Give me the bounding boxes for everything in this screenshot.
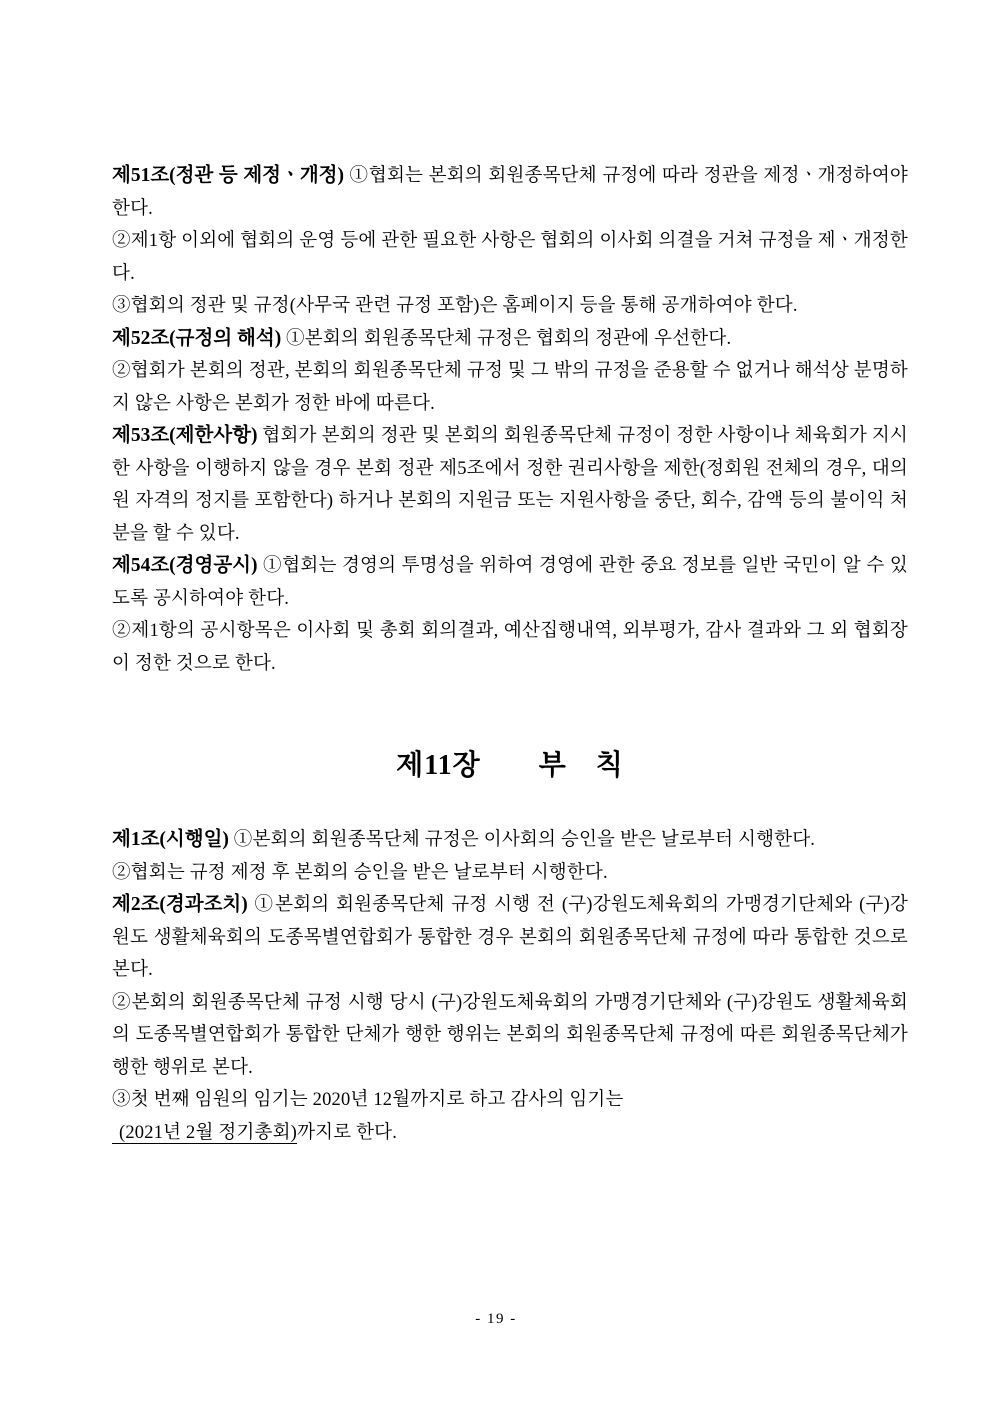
article-53-body <box>112 420 908 550</box>
article-51-clause-1-text: ①협회는 본회의 회원종목단체 규정에 따라 정관을 제정ㆍ개정하여야 한다. <box>112 166 909 219</box>
article-54-title: 제54조(경영공시) <box>112 555 258 576</box>
addendum-article-2-clause-1 <box>112 889 908 987</box>
article-52-clause-1 <box>112 323 908 356</box>
addendum-article-2-clause-2-text: ②본회의 회원종목단체 규정 시행 당시 (구)강원도체육회의 가맹경기단체와 (구)강원도 생활체육회의 도종목별연합회가 통합한 단체가 행한 행위는 본회의 회원종목단체 규정에 따른 회원종목단체가 행한 행위로 본다. <box>112 992 908 1078</box>
addendum-article-2-clause-1-text: ①본회의 회원종목단체 규정 시행 전 (구)강원도체육회의 가맹경기단체와 (구)강원도 생활체육회의 도종목별연합회가 통합한 경우 본회의 회원종목단체 규정에 따라 통합한 것으로 본다. <box>112 895 908 980</box>
article-51-clause-2 <box>112 225 908 290</box>
addendum-article-1-title: 제1조(시행일) <box>112 829 229 850</box>
article-54-clause-1-text: ①협회는 경영의 투명성을 위하여 경영에 관한 중요 정보를 일반 국민이 알 수 있도록 공시하여야 한다. <box>112 556 908 609</box>
article-51-clause-1 <box>112 160 908 225</box>
document-body <box>112 160 908 1149</box>
article-52-clause-1-text: ①본회의 회원종목단체 규정은 협회의 정관에 우선한다. <box>281 328 732 349</box>
article-52-title: 제52조(규정의 해석) <box>112 327 282 349</box>
addendum-article-2-title: 제2조(경과조치) <box>112 894 248 915</box>
article-53-body-text: 협회가 본회의 정관 및 본회의 회원종목단체 규정이 정한 사항이나 체육회가 지시한 사항을 이행하지 않을 경우 본회 정관 제5조에서 정한 권리사항을 제한(정회원 전체의 경우, 대의원 자격의 정지를 포함한다) 하거나 본회의 지원금 또는 지원사항을 중단, 회수, 감액 등의 불이익 처분을 할 수 있다. <box>112 426 908 544</box>
addendum-article-2-clause-2 <box>112 987 908 1085</box>
article-51-clause-3-text: ③협회의 정관 및 규정(사무국 관련 규정 포함)은 홈페이지 등을 통해 공개하여야 한다. <box>112 296 798 316</box>
article-51-title: 제51조(정관 등 제정ㆍ개정) <box>112 165 344 186</box>
article-52-clause-2 <box>112 355 908 420</box>
addendum-article-2-clause-3 <box>112 1084 908 1149</box>
article-54-clause-1 <box>112 550 908 615</box>
article-54-clause-2-text: ②제1항의 공시항목은 이사회 및 총회 회의결과, 예산집행내역, 외부평가, 감사 결과와 그 외 협회장이 정한 것으로 한다. <box>112 621 908 674</box>
addendum-article-1-clause-1-text: ①본회의 회원종목단체 규정은 이사회의 승인을 받은 날로부터 시행한다. <box>228 830 816 850</box>
article-53-title: 제53조(제한사항) <box>112 425 258 446</box>
article-54-clause-2 <box>112 615 908 680</box>
addendum-article-1-clause-2-text: ②협회는 규정 제정 후 본회의 승인을 받은 날로부터 시행한다. <box>112 862 608 883</box>
article-51-clause-3 <box>112 290 908 323</box>
article-51-clause-2-text: ②제1항 이외에 협회의 운영 등에 관한 필요한 사항은 협회의 이사회 의결을 거쳐 규정을 제ㆍ개정한다. <box>112 231 908 284</box>
chapter-11-heading: 제11장 부 칙 <box>396 750 624 781</box>
addendum-article-2-clause-3-text: ③첫 번째 임원의 임기는 2020년 12월까지로 하고 감사의 임기는 <box>112 1090 624 1110</box>
addendum-underlined-date: (2021년 2월 정기총회) <box>112 1123 297 1144</box>
addendum-article-1-clause-1 <box>112 824 908 857</box>
page-number: - 19 - <box>475 1311 517 1327</box>
article-52-clause-2-text: ②협회가 본회의 정관, 본회의 회원종목단체 규정 및 그 밖의 규정을 준용할 수 없거나 해석상 분명하지 않은 사항은 본회가 정한 바에 따른다. <box>112 361 908 414</box>
addendum-article-1-clause-2 <box>112 857 908 890</box>
addendum-article-2-clause-3-tail: 까지로 한다. <box>297 1122 398 1143</box>
